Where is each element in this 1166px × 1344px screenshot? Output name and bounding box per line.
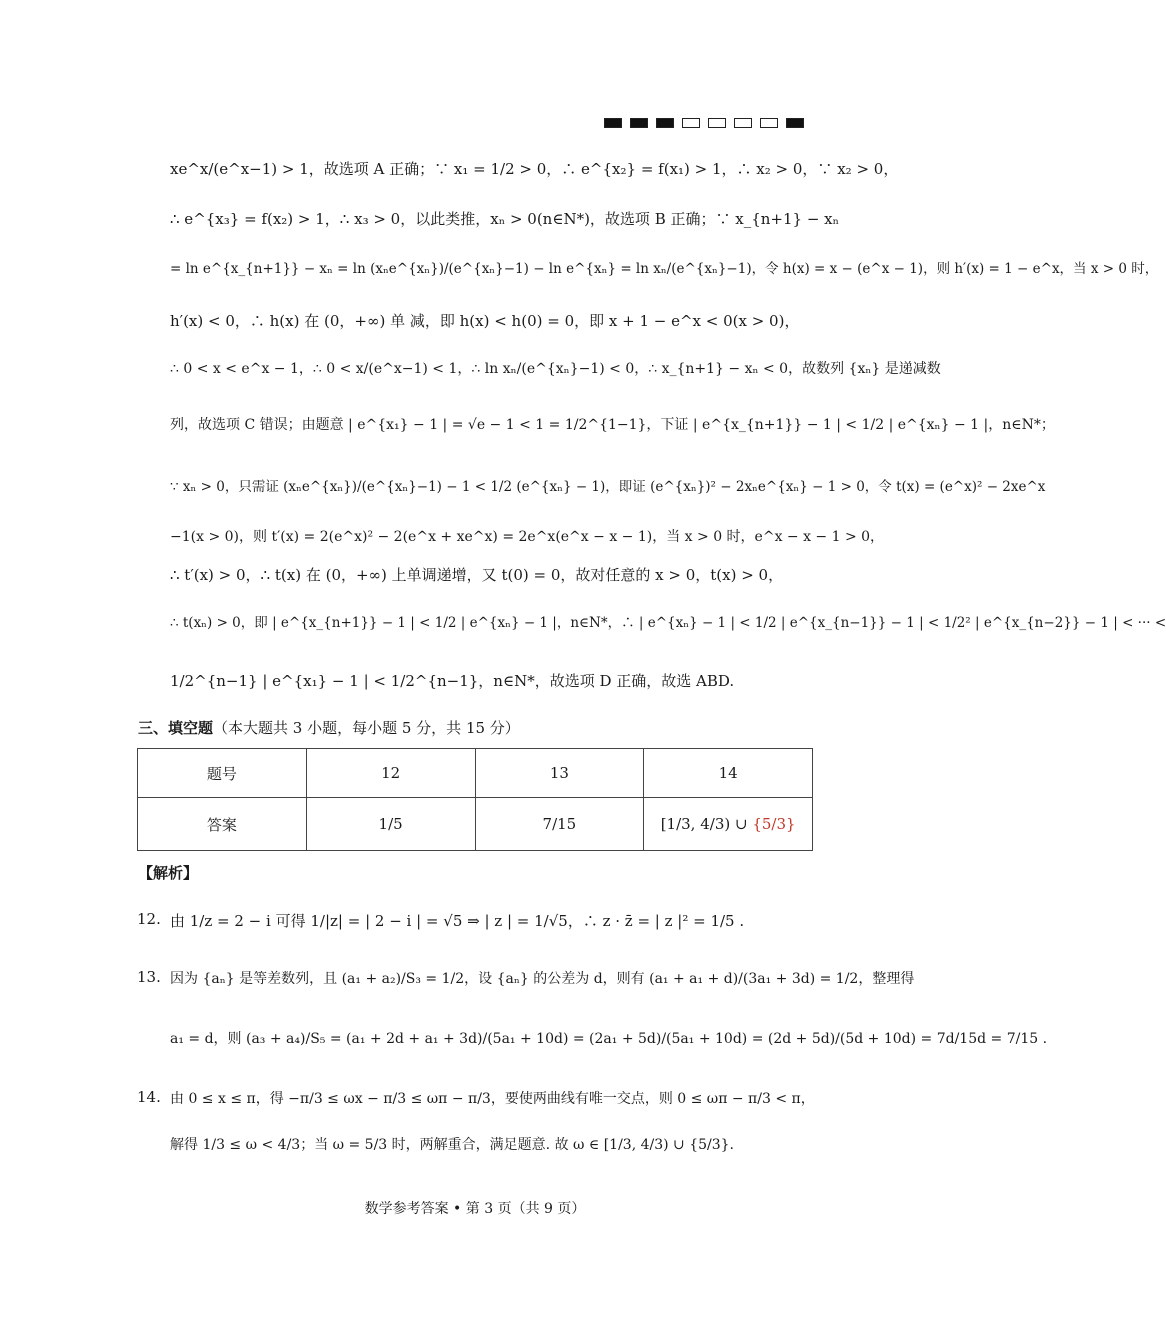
answer-table-answer-row — [138, 798, 813, 851]
header-mark-2 — [630, 118, 648, 128]
solution-14-text-a: 由 0 ≤ x ≤ π，得 −π/3 ≤ ωx − π/3 ≤ ωπ − π/3，要使两曲线有唯一交点，则 0 ≤ ωπ − π/3 < π， — [170, 1091, 815, 1107]
solution-line-11: 1/2^{n−1} | e^{x₁} − 1 | < 1/2^{n−1}，n∈N*，故选项 D 正确，故选 ABD. — [170, 672, 735, 690]
answer-12: 1/5 — [306, 798, 475, 851]
table-header-label: 题号 — [138, 749, 307, 798]
solution-line-10: ∴ t(xₙ) > 0，即 | e^{x_{n+1}} − 1 | < 1/2 | e^{xₙ} − 1 |，n∈N*，∴ | e^{xₙ} − 1 | < 1/2 | e^{x_{n−1}} − 1 | < 1/2² | e^{x_{n−2}} − 1 | < ··· < — [170, 615, 1166, 631]
solution-12-label: 12. — [137, 910, 161, 928]
solution-13-text-b: a₁ = d，则 (a₃ + a₄)/S₅ = (a₁ + 2d + a₁ + 3d)/(5a₁ + 10d) = (2a₁ + 5d)/(5a₁ + 10d) = (2d + 5d)/(5d + 10d) = 7d/15d = 7/15 . — [170, 1031, 1048, 1047]
section-heading — [138, 717, 520, 738]
table-col-12: 12 — [306, 749, 475, 798]
header-mark-3 — [656, 118, 674, 128]
solution-13-text-a: 因为 {aₙ} 是等差数列，且 (a₁ + a₂)/S₃ = 1/2，设 {aₙ} 的公差为 d，则有 (a₁ + a₁ + d)/(3a₁ + 3d) = 1/2，整理得 — [170, 971, 915, 987]
header-mark-7 — [760, 118, 778, 128]
table-answer-label: 答案 — [138, 798, 307, 851]
header-mark-6 — [734, 118, 752, 128]
solution-14-text-b: 解得 1/3 ≤ ω < 4/3；当 ω = 5/3 时，两解重合，满足题意. 故 ω ∈ [1/3, 4/3) ∪ {5/3}. — [170, 1137, 735, 1153]
answer-table — [137, 748, 813, 851]
section-note: （本大题共 3 小题，每小题 5 分，共 15 分） — [213, 719, 520, 737]
solution-13-label: 13. — [137, 968, 161, 986]
header-mark-5 — [708, 118, 726, 128]
header-mark-1 — [604, 118, 622, 128]
solution-line-5: ∴ 0 < x < e^x − 1，∴ 0 < x/(e^x−1) < 1，∴ ln xₙ/(e^{xₙ}−1) < 0，∴ x_{n+1} − xₙ < 0，故数列 {xₙ} 是递减数 — [170, 361, 941, 377]
solution-line-6: 列，故选项 C 错误；由题意 | e^{x₁} − 1 | = √e − 1 < 1 = 1/2^{1−1}，下证 | e^{x_{n+1}} − 1 | < 1/2 | e^{xₙ} − 1 |，n∈N*； — [170, 417, 1055, 433]
answer-14: [1/3, 4/3) ∪ {5/3} — [644, 798, 813, 851]
solution-line-8: −1(x > 0)，则 t′(x) = 2(e^x)² − 2(e^x + xe^x) = 2e^x(e^x − x − 1)，当 x > 0 时，e^x − x − 1 > 0， — [170, 529, 885, 545]
header-progress-marks — [604, 118, 804, 128]
header-mark-4 — [682, 118, 700, 128]
solution-line-7: ∵ xₙ > 0，只需证 (xₙe^{xₙ})/(e^{xₙ}−1) − 1 < 1/2 (e^{xₙ} − 1)，即证 (e^{xₙ})² − 2xₙe^{xₙ} − 1 > 0，令 t(x) = (e^x)² − 2xe^x — [170, 479, 1046, 495]
solution-line-9: ∴ t′(x) > 0，∴ t(x) 在 (0，+∞) 上单调递增，又 t(0) = 0，故对任意的 x > 0，t(x) > 0， — [170, 566, 784, 584]
analysis-heading: 【解析】 — [138, 864, 199, 882]
page-footer: 数学参考答案 • 第 3 页（共 9 页） — [364, 1201, 586, 1217]
solution-14-label: 14. — [137, 1088, 161, 1106]
solution-line-4: h′(x) < 0，∴ h(x) 在 (0，+∞) 单 减，即 h(x) < h(0) = 0，即 x + 1 − e^x < 0(x > 0)， — [170, 312, 800, 330]
solution-line-1: xe^x/(e^x−1) > 1，故选项 A 正确；∵ x₁ = 1/2 > 0，∴ e^{x₂} = f(x₁) > 1，∴ x₂ > 0，∵ x₂ > 0， — [170, 160, 899, 178]
table-col-14: 14 — [644, 749, 813, 798]
solution-line-2: ∴ e^{x₃} = f(x₂) > 1，∴ x₃ > 0，以此类推，xₙ > 0(n∈N*)，故选项 B 正确；∵ x_{n+1} − xₙ — [170, 210, 840, 228]
table-col-13: 13 — [475, 749, 644, 798]
section-title: 三、填空题 — [138, 719, 214, 737]
answer-table-header-row — [138, 749, 813, 798]
header-mark-8 — [786, 118, 804, 128]
answer-13: 7/15 — [475, 798, 644, 851]
solution-12-text: 由 1/z = 2 − i 可得 1/|z| = | 2 − i | = √5 ⇒ | z | = 1/√5，∴ z · z̄ = | z |² = 1/5 . — [170, 912, 745, 930]
solution-line-3: = ln e^{x_{n+1}} − xₙ = ln (xₙe^{xₙ})/(e^{xₙ}−1) − ln e^{xₙ} = ln xₙ/(e^{xₙ}−1)，令 h(x) = x − (e^x − 1)，则 h′(x) = 1 − e^x，当 x > 0 时， — [170, 261, 1159, 277]
